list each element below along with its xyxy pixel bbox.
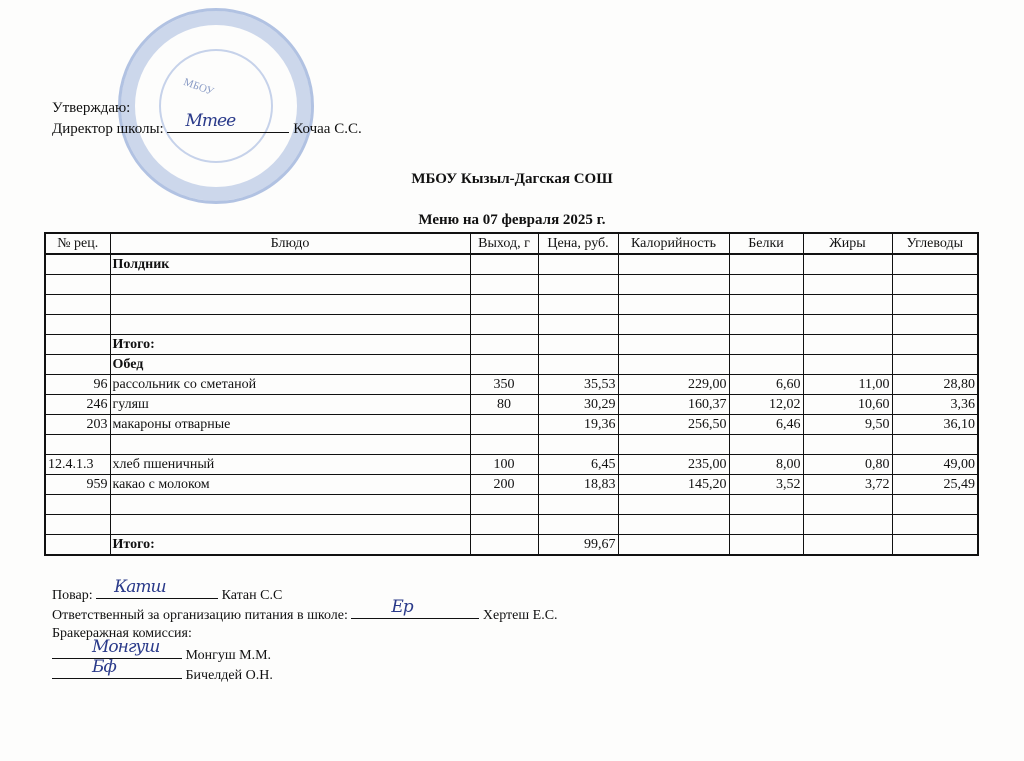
cell-fats: 10,60 (803, 395, 892, 415)
cell-yield (470, 315, 538, 335)
cell-dish: рассольник со сметаной (110, 375, 470, 395)
director-signature-line (167, 111, 289, 133)
member1-signature-line (52, 637, 182, 659)
cell-carbs (892, 515, 978, 535)
cell-carbs: 28,80 (892, 375, 978, 395)
cell-yield (470, 355, 538, 375)
cell-price (538, 315, 618, 335)
cell-fats (803, 315, 892, 335)
cell-dish (110, 295, 470, 315)
member2-name: Бичелдей О.Н. (185, 668, 273, 683)
cell-dish: Обед (110, 355, 470, 375)
cell-calories (618, 275, 729, 295)
cell-price: 99,67 (538, 535, 618, 556)
cell-calories (618, 315, 729, 335)
cell-price: 35,53 (538, 375, 618, 395)
cell-yield: 100 (470, 455, 538, 475)
cell-proteins (729, 355, 803, 375)
cell-yield (470, 435, 538, 455)
cook-signature: Катш (114, 577, 166, 597)
cell-dish (110, 495, 470, 515)
header-proteins: Белки (729, 233, 803, 254)
cell-carbs (892, 315, 978, 335)
cell-proteins: 3,52 (729, 475, 803, 495)
menu-table (44, 232, 979, 556)
cell-price: 18,83 (538, 475, 618, 495)
responsible-signature-line (351, 597, 479, 619)
cell-price (538, 275, 618, 295)
cell-yield: 350 (470, 375, 538, 395)
cell-yield: 200 (470, 475, 538, 495)
cell-recipe-no (45, 315, 110, 335)
responsible-line (52, 597, 558, 626)
cell-dish: Полдник (110, 254, 470, 275)
cell-calories (618, 355, 729, 375)
cell-fats (803, 355, 892, 375)
member1-name: Монгуш М.М. (185, 648, 272, 663)
cell-carbs: 3,36 (892, 395, 978, 415)
cell-carbs (892, 254, 978, 275)
cell-fats: 11,00 (803, 375, 892, 395)
cell-fats (803, 254, 892, 275)
cell-price (538, 355, 618, 375)
cell-recipe-no (45, 435, 110, 455)
member2-signature: Бф (92, 657, 116, 677)
cell-calories: 256,50 (618, 415, 729, 435)
cell-carbs: 36,10 (892, 415, 978, 435)
cell-proteins (729, 495, 803, 515)
member1-signature: Монгуш (92, 637, 160, 657)
cell-recipe-no (45, 275, 110, 295)
cell-dish: Итого: (110, 335, 470, 355)
menu-title: Меню на 07 февраля 2025 г. (418, 212, 606, 228)
cell-carbs (892, 295, 978, 315)
section-row (45, 254, 978, 275)
responsible-signature: Ер (391, 597, 413, 617)
cell-yield (470, 535, 538, 556)
cell-proteins (729, 335, 803, 355)
header-yield: Выход, г (470, 233, 538, 254)
cell-yield (470, 254, 538, 275)
cell-yield (470, 415, 538, 435)
header-carbs: Углеводы (892, 233, 978, 254)
cell-carbs (892, 495, 978, 515)
cell-recipe-no: 12.4.1.3 (45, 455, 110, 475)
director-signature: Mmee (185, 111, 236, 131)
cell-recipe-no: 96 (45, 375, 110, 395)
cell-price (538, 254, 618, 275)
cell-fats (803, 495, 892, 515)
cell-carbs: 49,00 (892, 455, 978, 475)
school-title: МБОУ Кызыл-Дагская СОШ (411, 171, 613, 187)
cell-fats (803, 295, 892, 315)
cell-price: 30,29 (538, 395, 618, 415)
cell-calories: 229,00 (618, 375, 729, 395)
cook-name: Катан С.С (221, 588, 283, 603)
cell-fats: 9,50 (803, 415, 892, 435)
cell-fats: 3,72 (803, 475, 892, 495)
header-calories: Калорийность (618, 233, 729, 254)
cell-recipe-no (45, 335, 110, 355)
commission-label: Бракеражная комиссия: (52, 626, 192, 641)
cell-proteins: 6,46 (729, 415, 803, 435)
responsible-name: Хертеш Е.С. (482, 608, 558, 623)
cell-yield (470, 515, 538, 535)
cell-yield: 80 (470, 395, 538, 415)
cell-dish (110, 315, 470, 335)
cell-carbs (892, 335, 978, 355)
cell-recipe-no (45, 355, 110, 375)
cell-recipe-no (45, 535, 110, 556)
cell-dish: хлеб пшеничный (110, 455, 470, 475)
cell-calories (618, 435, 729, 455)
cell-calories: 145,20 (618, 475, 729, 495)
member2-line (52, 657, 273, 686)
cell-calories: 235,00 (618, 455, 729, 475)
cell-calories (618, 535, 729, 556)
cell-price (538, 295, 618, 315)
approval-block (52, 98, 362, 139)
cell-calories: 160,37 (618, 395, 729, 415)
cell-recipe-no (45, 295, 110, 315)
cell-yield (470, 275, 538, 295)
table-row (45, 395, 978, 415)
cook-label: Повар: (52, 588, 93, 603)
member2-signature-line (52, 657, 182, 679)
cell-recipe-no: 959 (45, 475, 110, 495)
header-dish: Блюдо (110, 233, 470, 254)
cell-yield (470, 495, 538, 515)
cell-price (538, 495, 618, 515)
total-row (45, 535, 978, 556)
stamp-text: МБОУ (181, 76, 216, 98)
cell-carbs: 25,49 (892, 475, 978, 495)
cell-price (538, 435, 618, 455)
cell-carbs (892, 355, 978, 375)
cell-recipe-no (45, 515, 110, 535)
cell-fats (803, 275, 892, 295)
cell-fats (803, 515, 892, 535)
total-row (45, 335, 978, 355)
cell-fats (803, 535, 892, 556)
cell-dish (110, 515, 470, 535)
cell-proteins: 6,60 (729, 375, 803, 395)
director-name: Кочаа С.С. (293, 121, 362, 137)
approve-label: Утверждаю: (52, 100, 131, 116)
cell-yield (470, 295, 538, 315)
table-row (45, 475, 978, 495)
cell-recipe-no: 246 (45, 395, 110, 415)
cell-dish: какао с молоком (110, 475, 470, 495)
cell-price: 6,45 (538, 455, 618, 475)
cell-calories (618, 335, 729, 355)
table-row (45, 515, 978, 535)
cell-proteins (729, 295, 803, 315)
cell-dish (110, 275, 470, 295)
cell-recipe-no: 203 (45, 415, 110, 435)
header-price: Цена, руб. (538, 233, 618, 254)
table-row (45, 415, 978, 435)
responsible-label: Ответственный за организацию питания в школе: (52, 608, 348, 623)
director-line (52, 111, 362, 139)
cell-calories (618, 295, 729, 315)
cell-dish: гуляш (110, 395, 470, 415)
cell-proteins (729, 315, 803, 335)
table-row (45, 495, 978, 515)
table-row (45, 455, 978, 475)
cell-carbs (892, 535, 978, 556)
cell-dish: Итого: (110, 535, 470, 556)
cell-calories (618, 254, 729, 275)
cell-price (538, 335, 618, 355)
table-row (45, 375, 978, 395)
cell-calories (618, 495, 729, 515)
cell-yield (470, 335, 538, 355)
cell-carbs (892, 435, 978, 455)
cell-carbs (892, 275, 978, 295)
section-row (45, 355, 978, 375)
cell-proteins (729, 515, 803, 535)
header-recipe-no: № рец. (45, 233, 110, 254)
header-fats: Жиры (803, 233, 892, 254)
cell-recipe-no (45, 495, 110, 515)
member1-line (52, 637, 272, 666)
cell-price (538, 515, 618, 535)
cook-signature-line (96, 577, 218, 599)
cell-proteins: 12,02 (729, 395, 803, 415)
cell-proteins (729, 275, 803, 295)
cell-proteins (729, 254, 803, 275)
table-row (45, 295, 978, 315)
table-row (45, 315, 978, 335)
cell-fats (803, 335, 892, 355)
cell-proteins (729, 535, 803, 556)
cell-fats (803, 435, 892, 455)
cook-line (52, 577, 283, 606)
table-row (45, 435, 978, 455)
cell-fats: 0,80 (803, 455, 892, 475)
cell-dish: макароны отварные (110, 415, 470, 435)
cell-proteins: 8,00 (729, 455, 803, 475)
table-row (45, 275, 978, 295)
cell-dish (110, 435, 470, 455)
cell-recipe-no (45, 254, 110, 275)
cell-proteins (729, 435, 803, 455)
cell-calories (618, 515, 729, 535)
table-header-row (45, 233, 978, 254)
director-label: Директор школы: (52, 121, 164, 137)
cell-price: 19,36 (538, 415, 618, 435)
